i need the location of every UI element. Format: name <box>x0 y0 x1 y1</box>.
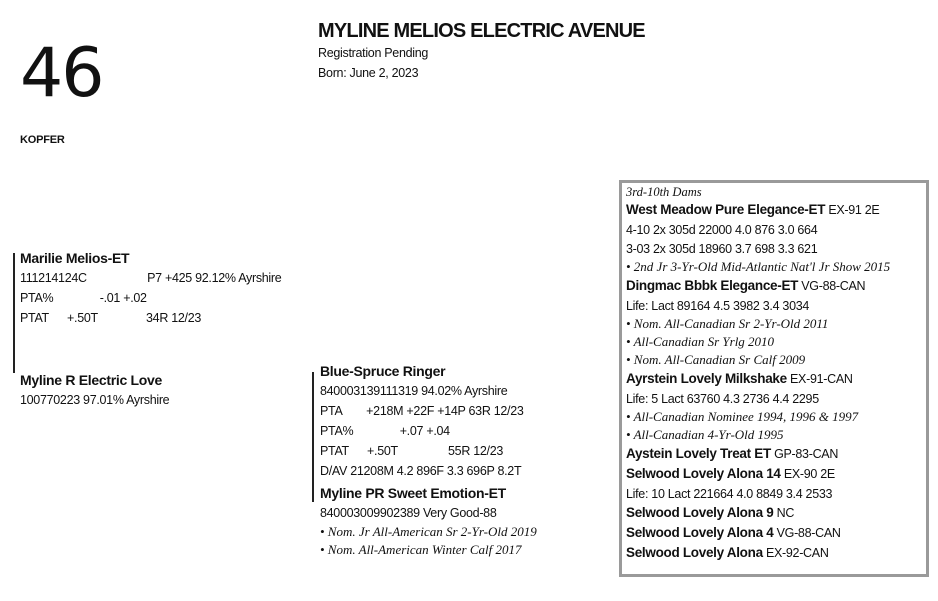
ptat-value: +.50T <box>367 444 398 458</box>
dam-classification: EX-91 2E <box>825 203 880 217</box>
maternal-granddam-honor: • Nom. Jr All-American Sr 2-Yr-Old 2019 <box>320 524 537 539</box>
dam-name: West Meadow Pure Elegance-ET <box>626 202 826 217</box>
dam-name: Selwood Lovely Alona 14 <box>626 466 781 481</box>
sire-dam-breed-line: P7 +425 92.12% Ayrshire <box>147 271 282 285</box>
dam-classification: GP-83-CAN <box>770 447 839 461</box>
animal-name: MYLINE MELIOS ELECTRIC AVENUE <box>318 20 645 42</box>
ptat-reliability: 55R 12/23 <box>448 444 504 458</box>
dam-classification: EX-92-CAN <box>762 546 829 560</box>
dam-id-line: 100770223 97.01% Ayrshire <box>20 393 170 407</box>
pta-pct-label: PTA% <box>320 424 354 438</box>
dams-list <box>626 183 926 574</box>
dam-entry-name <box>626 200 879 220</box>
dam-entry-name <box>626 369 853 389</box>
consignor-name: KOPFER <box>20 134 65 146</box>
production-record: 3-03 2x 305d 18960 3.7 698 3.3 621 <box>626 242 818 256</box>
sire-dam-id: 111214124C <box>20 271 87 285</box>
dam-classification: NC <box>773 506 795 520</box>
maternal-grandsire-ptat-row <box>320 441 503 461</box>
dam-entry-name <box>626 464 835 484</box>
dam-entry-name <box>626 523 841 543</box>
production-record: Life: Lact 89164 4.5 3982 3.4 3034 <box>626 299 810 313</box>
dam-classification: VG-88-CAN <box>773 526 841 540</box>
dam-name: Selwood Lovely Alona 4 <box>626 525 774 540</box>
dam-classification: VG-88-CAN <box>798 279 866 293</box>
maternal-granddam-honor: • Nom. All-American Winter Calf 2017 <box>320 542 522 557</box>
maternal-granddam-name: Myline PR Sweet Emotion-ET <box>320 485 506 501</box>
sire-dam-ptat-row <box>20 308 201 328</box>
pta-pct-values: .01 +.02 <box>103 291 147 305</box>
pta-label: PTA <box>320 404 342 418</box>
honor-line: • Nom. All-Canadian Sr 2-Yr-Old 2011 <box>626 316 829 331</box>
maternal-grandsire-pta-pct-row <box>320 421 450 441</box>
dam-name: Aystein Lovely Treat ET <box>626 446 771 461</box>
pta-values: +218M +22F +14P 63R 12/23 <box>366 404 524 418</box>
dams-heading: 3rd-10th Dams <box>626 185 702 199</box>
dam-name: Dingmac Bbbk Elegance-ET <box>626 278 799 293</box>
maternal-granddam-id-line: 840003009902389 Very Good-88 <box>320 506 497 520</box>
lot-number: 46 <box>20 34 103 113</box>
sire-dam-id-line <box>20 268 281 288</box>
dam-name: Selwood Lovely Alona 9 <box>626 505 774 520</box>
dam-entry-name <box>626 503 794 523</box>
dam-entry-name <box>626 444 838 464</box>
production-record: Life: 5 Lact 63760 4.3 2736 4.4 2295 <box>626 392 819 406</box>
maternal-grandsire-pta-row <box>320 401 524 421</box>
pta-pct-label: PTA% <box>20 291 54 305</box>
dam-classification: EX-91-CAN <box>786 372 853 386</box>
sire-dam-pta-pct-row <box>20 288 147 308</box>
pedigree-bracket-line-2 <box>312 372 314 502</box>
pta-pct-values: +.07 +.04 <box>399 424 450 438</box>
honor-line: • 2nd Jr 3-Yr-Old Mid-Atlantic Nat'l Jr Show 2015 <box>626 259 891 274</box>
sire-dam-name: Marilie Melios-ET <box>20 250 130 266</box>
production-record: 4-10 2x 305d 22000 4.0 876 3.0 664 <box>626 223 818 237</box>
pta-pct-sign: - <box>99 291 104 305</box>
honor-line: • All-Canadian Nominee 1994, 1996 & 1997 <box>626 409 859 424</box>
dam-entry-name <box>626 276 865 296</box>
dam-classification: EX-90 2E <box>780 467 835 481</box>
dam-name: Myline R Electric Love <box>20 372 163 388</box>
honor-line: • Nom. All-Canadian Sr Calf 2009 <box>626 352 806 367</box>
ptat-label: PTAT <box>20 311 49 325</box>
maternal-grandsire-dav: D/AV 21208M 4.2 896F 3.3 696P 8.2T <box>320 464 522 478</box>
dam-name: Ayrstein Lovely Milkshake <box>626 371 787 386</box>
birth-date: Born: June 2, 2023 <box>318 66 419 80</box>
dam-entry-name <box>626 543 829 563</box>
registration-status: Registration Pending <box>318 46 429 60</box>
maternal-grandsire-name: Blue-Spruce Ringer <box>320 363 446 379</box>
ptat-label: PTAT <box>320 444 349 458</box>
honor-line: • All-Canadian Sr Yrlg 2010 <box>626 334 775 349</box>
ptat-value: +.50T <box>67 311 98 325</box>
production-record: Life: 10 Lact 221664 4.0 8849 3.4 2533 <box>626 487 833 501</box>
dams-box <box>619 180 929 577</box>
ptat-reliability: 34R 12/23 <box>146 311 202 325</box>
dam-name: Selwood Lovely Alona <box>626 545 763 560</box>
pedigree-bracket-line <box>13 253 15 373</box>
maternal-grandsire-id-line: 840003139111319 94.02% Ayrshire <box>320 384 508 398</box>
honor-line: • All-Canadian 4-Yr-Old 1995 <box>626 427 784 442</box>
